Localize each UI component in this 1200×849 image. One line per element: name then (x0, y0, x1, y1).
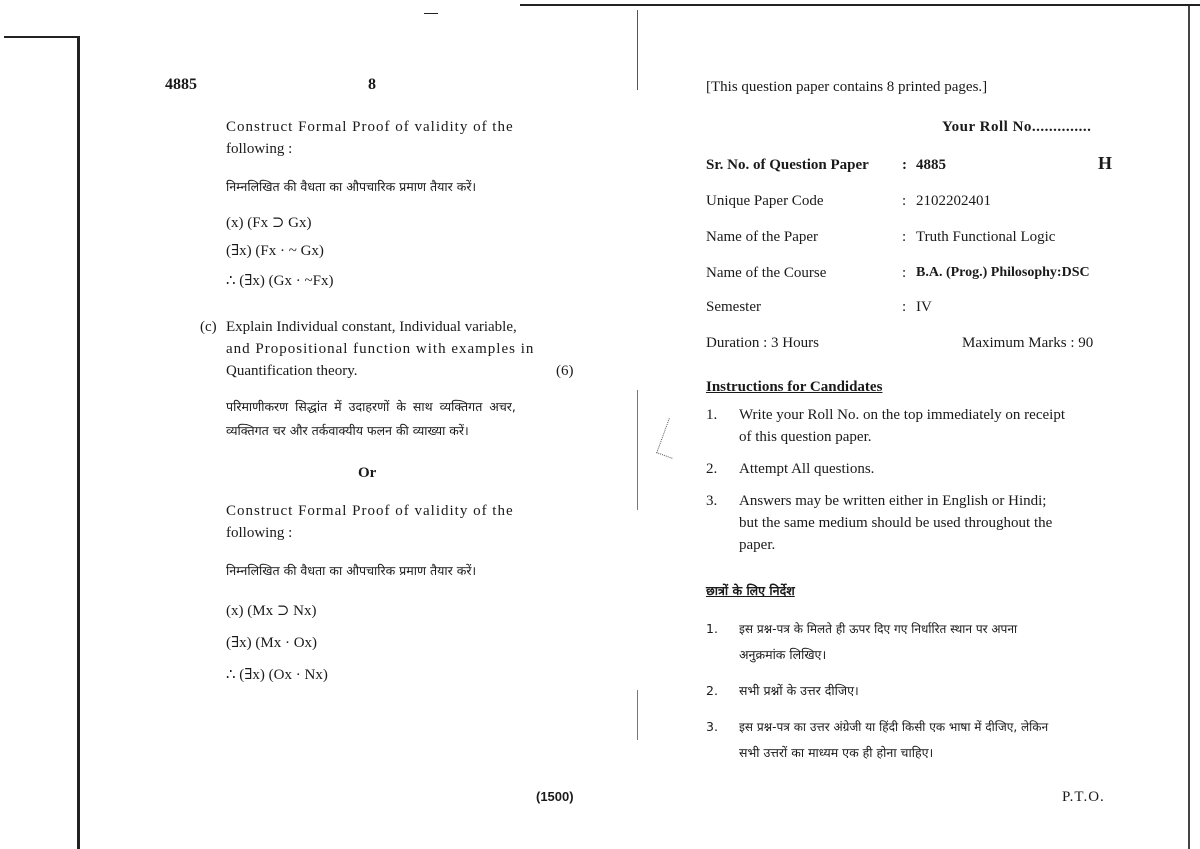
detail-label-course: Name of the Course (706, 265, 827, 281)
b-premise-1: (x) (Fx ⊃ Gx) (226, 215, 312, 231)
detail-label-semester: Semester (706, 299, 761, 315)
detail-sep-sr-no: : (902, 157, 907, 173)
or-label: Or (358, 465, 377, 481)
hindi-instruction-1-line1: इस प्रश्न-पत्र के मिलते ही ऊपर दिए गए निर्धारित स्थान पर अपना (739, 622, 1018, 636)
page-count-note: [This question paper contains 8 printed pages.] (706, 79, 988, 95)
b-conclusion: ∴ (∃x) (Gx · ~Fx) (226, 273, 334, 289)
hindi-instruction-2-line1: सभी प्रश्नों के उत्तर दीजिए। (739, 683, 859, 698)
scan-border-left (77, 36, 80, 849)
detail-label-upc: Unique Paper Code (706, 193, 824, 209)
question-c-hindi-1: परिमाणीकरण सिद्धांत में उदाहरणों के साथ व्यक्तिगत अचर, (226, 399, 516, 414)
scan-border-top-left (4, 36, 78, 38)
b-or-proof-hindi: निम्नलिखित की वैधता का औपचारिक प्रमाण तैयार करें। (226, 179, 477, 194)
scan-border-top-right (520, 4, 1200, 6)
detail-value-upc: 2102202401 (916, 193, 991, 209)
question-c-label: (c) (200, 319, 217, 335)
detail-label-sr-no: Sr. No. of Question Paper (706, 157, 869, 173)
question-c-hindi-2: व्यक्तिगत चर और तर्कवाक्यीय फलन की व्याख्या करें। (226, 423, 469, 438)
paper-number: 4885 (165, 76, 197, 93)
instruction-3-line2: but the same medium should be used throughout the (739, 515, 1053, 531)
hindi-instruction-3-line2: सभी उत्तरों का माध्यम एक ही होना चाहिए। (739, 745, 934, 760)
detail-value-course: B.A. (Prog.) Philosophy:DSC (916, 265, 1090, 280)
paper-set-letter: H (1098, 153, 1113, 173)
b-or-proof-line1: Construct Formal Proof of validity of the (226, 119, 514, 135)
instruction-3-line1: Answers may be written either in English or Hindi; (739, 493, 1047, 509)
detail-sep-upc: : (902, 193, 907, 209)
page-number: 8 (368, 76, 376, 93)
instruction-1-num: 1. (706, 407, 718, 423)
c-or-proof-line1: Construct Formal Proof of validity of the (226, 503, 514, 519)
hindi-instructions-title: छात्रों के लिए निर्देश (706, 583, 795, 598)
hindi-instruction-2-num: 2. (706, 683, 718, 698)
page-fold-line-2 (637, 390, 638, 510)
page-fold-line-3 (637, 690, 638, 740)
detail-sep-paper-name: : (902, 229, 907, 245)
instruction-1-line1: Write your Roll No. on the top immediately on receipt (739, 407, 1065, 423)
scan-border-right (1188, 6, 1190, 849)
c-or-proof-hindi: निम्नलिखित की वैधता का औपचारिक प्रमाण तैयार करें। (226, 563, 477, 578)
b-or-proof-line2: following : (226, 141, 293, 157)
c-premise-1: (x) (Mx ⊃ Nx) (226, 603, 317, 619)
question-c-line3: Quantification theory. (226, 363, 358, 379)
detail-value-sr-no: 4885 (916, 157, 946, 173)
b-premise-2: (∃x) (Fx · ~ Gx) (226, 243, 324, 259)
roll-number-field: Your Roll No.............. (942, 119, 1092, 135)
detail-label-paper-name: Name of the Paper (706, 229, 819, 245)
print-run: (1500) (536, 789, 574, 804)
scan-border-top-mid (424, 13, 438, 14)
instruction-3-line3: paper. (739, 537, 776, 553)
please-turn-over: P.T.O. (1062, 789, 1105, 805)
c-conclusion: ∴ (∃x) (Ox · Nx) (226, 667, 328, 683)
maximum-marks: Maximum Marks : 90 (962, 335, 1094, 351)
detail-sep-course: : (902, 265, 907, 281)
scan-mark (656, 418, 685, 459)
c-or-proof-line2: following : (226, 525, 293, 541)
c-premise-2: (∃x) (Mx · Ox) (226, 635, 318, 651)
instruction-1-line2: of this question paper. (739, 429, 872, 445)
detail-value-semester: IV (916, 299, 932, 315)
instructions-title: Instructions for Candidates (706, 379, 883, 395)
hindi-instruction-1-num: 1. (706, 621, 718, 636)
hindi-instruction-1-line2: अनुक्रमांक लिखिए। (739, 647, 827, 662)
detail-value-paper-name: Truth Functional Logic (916, 229, 1056, 245)
hindi-instruction-3-line1: इस प्रश्न-पत्र का उत्तर अंग्रेजी या हिंदी किसी एक भाषा में दीजिए, लेकिन (739, 720, 1049, 734)
instruction-2-num: 2. (706, 461, 718, 477)
page-fold-line (637, 10, 638, 90)
hindi-instruction-3-num: 3. (706, 719, 718, 734)
duration: Duration : 3 Hours (706, 335, 819, 351)
detail-sep-semester: : (902, 299, 907, 315)
instruction-3-num: 3. (706, 493, 718, 509)
question-c-line1: Explain Individual constant, Individual variable, (226, 319, 517, 335)
question-c-marks: (6) (556, 363, 574, 379)
instruction-2-line1: Attempt All questions. (739, 461, 875, 477)
question-c-line2: and Propositional function with examples in (226, 341, 535, 357)
